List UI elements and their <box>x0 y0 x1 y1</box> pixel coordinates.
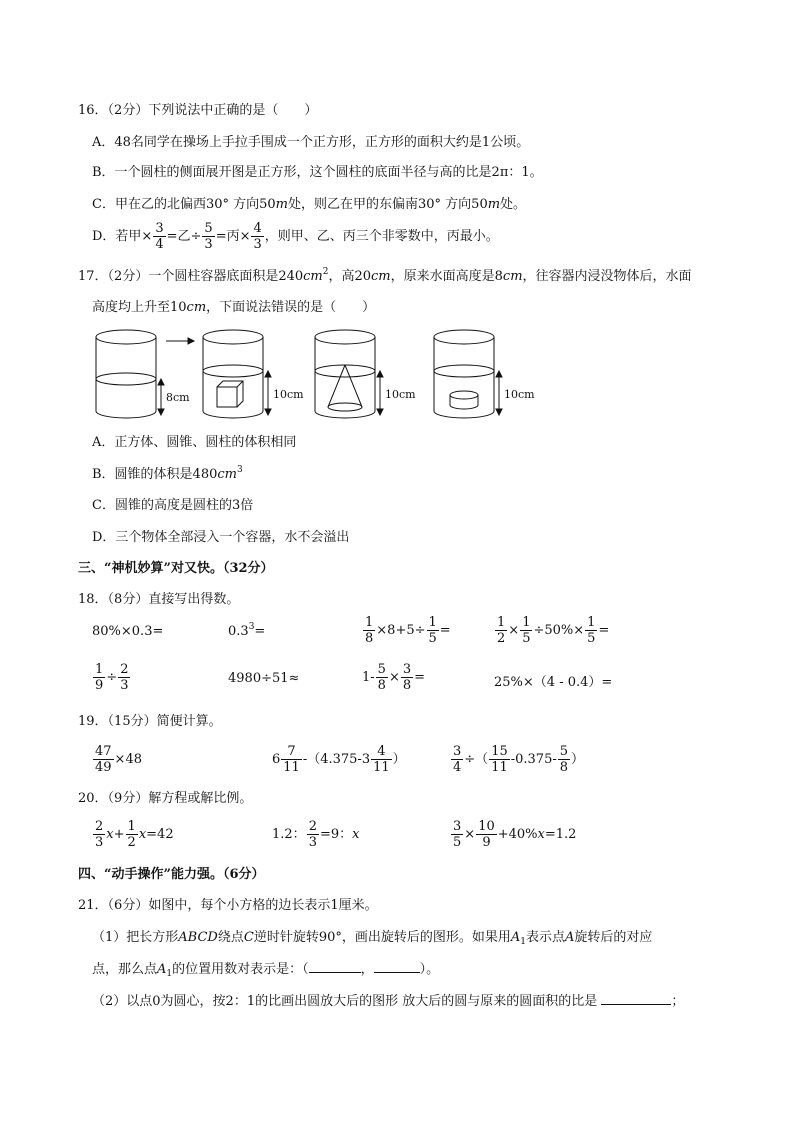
q16-option-b: B．一个圆柱的侧面展开图是正方形，这个圆柱的底面半径与高的比是2π：1。 <box>92 165 543 180</box>
q18-expr-3: $\frac{1}{8}$ ×8+5÷ $\frac{1}{5}$ = <box>365 615 451 646</box>
answer-blank-y[interactable] <box>374 972 420 973</box>
section-3-heading: 三、“神机妙算”对又快。（32分） <box>78 561 274 576</box>
q17-option-d: D．三个物体全部浸入一个容器，水不会溢出 <box>92 530 350 545</box>
q20-expr-3: $\frac{3}{5}$ × $\frac{10}{9}$ +40%x=1.2 <box>453 819 577 850</box>
q21-stem: 21．（6分）如图中，每个小方格的边长表示1厘米。 <box>78 898 378 913</box>
q19-expr-1: $\frac{47}{49}$ ×48 <box>95 744 142 775</box>
q21-part-1: （1）把长方形ABCD绕点C逆时针旋转90°，画出旋转后的图形。如果用$A_1$表示点A旋转后的对应 <box>92 930 653 947</box>
q16-option-d: D．若甲× $\frac{3}{4}$ =乙÷ $\frac{5}{3}$ =丙× $\frac{4}{3}$ ，则甲、乙、丙三个非零数中，丙最小。 <box>92 221 499 252</box>
q18-expr-7: 1- $\frac{5}{8}$ × $\frac{3}{8}$ = <box>362 662 426 693</box>
height-label-cone: 10cm <box>385 388 416 401</box>
height-label-cylinder: 10cm <box>504 388 535 401</box>
container-original <box>96 330 156 418</box>
q16-option-c: C．甲在乙的北偏西30° 方向50m处，则乙在甲的东偏南30° 方向50m处。 <box>92 197 527 212</box>
small-cylinder-shape <box>450 391 478 409</box>
q17-option-b: B．圆锥的体积是$480cm^3$ <box>92 465 243 482</box>
q16-option-a: A．48名同学在操场上手拉手围成一个正方形，正方形的面积大约是1公顷。 <box>92 135 530 150</box>
container-cylinder <box>434 330 494 418</box>
q19-expr-3: $\frac{3}{4}$ ÷（ $\frac{15}{11}$ -0.375- $\frac{5}{8}$ ） <box>453 744 585 775</box>
q19-expr-2: 6 $\frac{7}{11}$ -（4.375-3 $\frac{4}{11}$ ） <box>272 744 406 775</box>
q17-container-figure <box>90 325 550 425</box>
q18-expr-4: $\frac{1}{2}$ × $\frac{1}{5}$ ÷50%× $\frac{1}{5}$ = <box>497 615 610 646</box>
q18-expr-8: 25%×（4 - 0.4）= <box>494 675 613 690</box>
q21-part-1-line2: 点，那么点$A_1$的位置用数对表示是：（ ， ）。 <box>92 962 440 979</box>
q20-stem: 20．（9分）解方程或解比例。 <box>78 791 253 806</box>
q17-option-a: A．正方体、圆锥、圆柱的体积相同 <box>92 435 297 450</box>
q20-expr-2: 1.2： $\frac{2}{3}$ =9：x <box>272 819 360 850</box>
height-label-8cm: 8cm <box>166 391 190 404</box>
container-cube <box>203 330 263 418</box>
container-cone <box>315 330 375 418</box>
cone-shape <box>328 365 362 411</box>
height-label-cube: 10cm <box>273 388 304 401</box>
answer-blank-ratio[interactable] <box>601 1004 671 1005</box>
q18-expr-1: 80%×0.3= <box>92 624 164 639</box>
q17-stem: 17．（2分）一个圆柱容器底面积是$240cm^2$，高20cm，原来水面高度是8cm，往容器内浸没物体后，水面 <box>78 267 692 284</box>
q18-expr-5: $\frac{1}{9}$ ÷ $\frac{2}{3}$ <box>95 662 129 693</box>
answer-blank-x[interactable] <box>309 972 361 973</box>
q18-stem: 18．（8分）直接写出得数。 <box>78 592 240 607</box>
q21-part-2: （2）以点0为圆心，按2：1的比画出圆放大后的图形 放大后的圆与原来的圆面积的比是 ； <box>92 994 685 1009</box>
q17-option-c: C．圆锥的高度是圆柱的3倍 <box>92 498 254 513</box>
q17-stem-line2: 高度均上升至10cm，下面说法错误的是（ ） <box>92 300 376 315</box>
cube-shape <box>217 381 243 407</box>
q19-stem: 19．（15分）简便计算。 <box>78 714 222 729</box>
q16-stem: 16．（2分）下列说法中正确的是（ ） <box>78 103 318 118</box>
q18-expr-6: 4980÷51≈ <box>228 671 300 686</box>
q18-expr-2: $0.3^3=$ <box>228 622 266 639</box>
q20-expr-1: $\frac{2}{3}$ x+ $\frac{1}{2}$ x=42 <box>95 819 174 850</box>
section-4-heading: 四、“动手操作”能力强。（6分） <box>78 867 265 882</box>
arrow-right-icon <box>166 338 194 344</box>
